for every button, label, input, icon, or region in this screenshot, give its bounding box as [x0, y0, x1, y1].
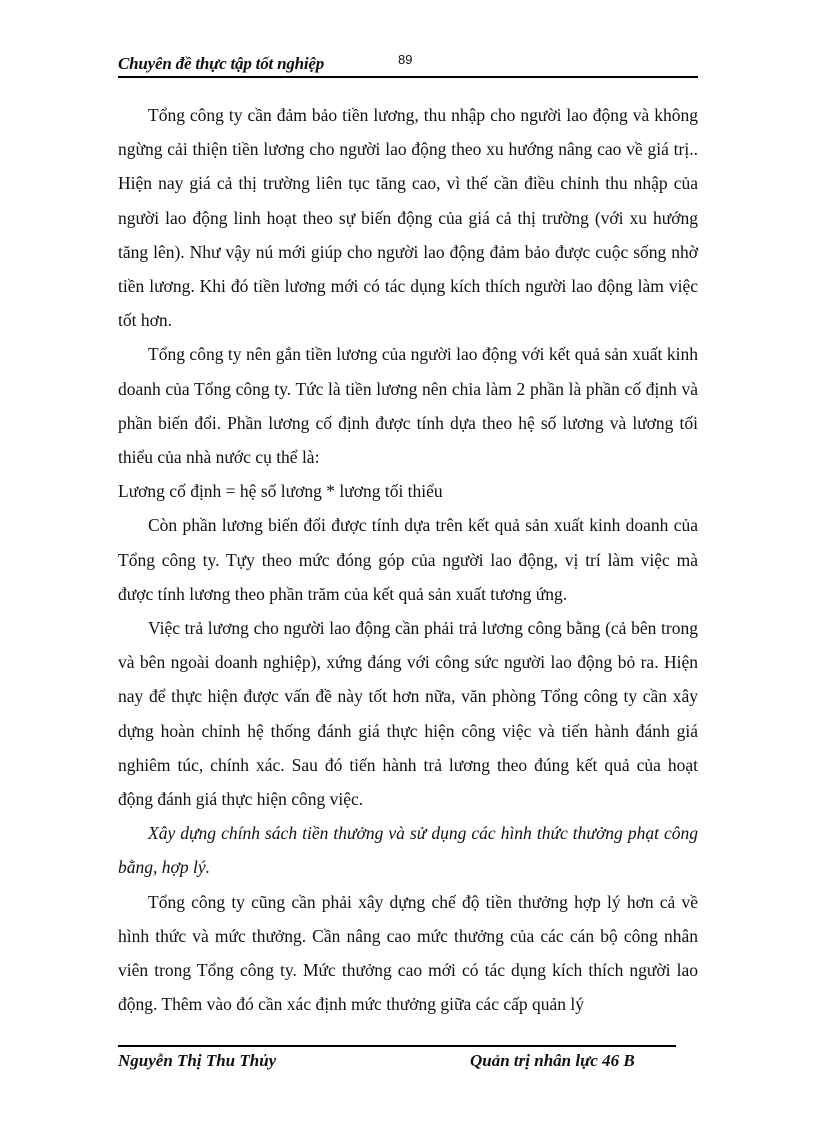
footer-class: Quản trị nhân lực 46 B	[470, 1051, 635, 1070]
paragraph-income-guarantee: Tổng công ty cần đảm bảo tiền lương, thu nhập cho người lao động và không ngừng cải thiện tiền lương cho người lao động theo xu hướng nâng cao về giá trị.. Hiện nay giá cả thị trường liên tục tăng cao, vì thế cần điều chỉnh thu nhập của người lao động linh hoạt theo sự biến động của giá cả thị trường (với xu hướng tăng lên). Như vậy nú mới giúp cho người lao động đảm bảo được cuộc sống nhờ tiền lương. Khi đó tiền lương mới có tác dụng kích thích người lao động làm việc tốt hơn.	[118, 105, 698, 331]
page-number: 89	[398, 52, 413, 67]
paragraph-fair-pay: Việc trả lương cho người lao động cần phải trả lương công bằng (cả bên trong và bên ngoài doanh nghiệp), xứng đáng với công sức người lao động bỏ ra. Hiện nay để thực hiện được vấn đề này tốt hơn nữa, văn phòng Tổng công ty cần xây dựng hoàn chỉnh hệ thống đánh giá thực hiện công việc và tiến hành đánh giá nghiêm túc, chính xác. Sau đó tiến hành trả lương theo đúng kết quả của hoạt động đánh giá thực hiện công việc.	[118, 618, 698, 810]
paragraph-variable-salary: Còn phần lương biến đổi được tính dựa trên kết quả sản xuất kinh doanh của Tổng công ty. Tựy theo mức đóng góp của người lao động, vị trí làm việc mà được tính lương theo phần trăm của kết quả sản xuất tương ứng.	[118, 515, 698, 604]
formula-fixed-salary: Lương cố định = hệ số lương * lương tối thiểu	[118, 481, 443, 502]
header-rule	[118, 76, 698, 78]
body-text	[118, 98, 698, 1021]
paragraph-bonus-regime: Tổng công ty cũng cần phải xây dựng chế độ tiền thưởng hợp lý hơn cả về hình thức và mức thưởng. Cần nâng cao mức thưởng của các cán bộ công nhân viên trong Tổng công ty. Mức thưởng cao mới có tác dụng kích thích người lao động. Thêm vào đó cần xác định mức thưởng giữa các cấp quản lý	[118, 891, 698, 1015]
footer-rule	[118, 1045, 676, 1047]
paragraph-salary-linkage: Tổng công ty nên gắn tiền lương của người lao động với kết quả sản xuất kinh doanh của Tổng công ty. Tức là tiền lương nên chia làm 2 phần là phần cố định và phần biến đổi. Phần lương cố định được tính dựa theo hệ số lương và lương tối thiểu của nhà nước cụ thể là:	[118, 344, 698, 468]
header-title: Chuyên đề thực tập tốt nghiệp	[118, 54, 325, 73]
section-heading-bonus-policy: Xây dựng chính sách tiền thưởng và sử dụng các hình thức thưởng phạt công bằng, hợp lý.	[118, 823, 698, 878]
page-header	[118, 50, 698, 76]
footer-author: Nguyễn Thị Thu Thủy	[118, 1051, 277, 1070]
